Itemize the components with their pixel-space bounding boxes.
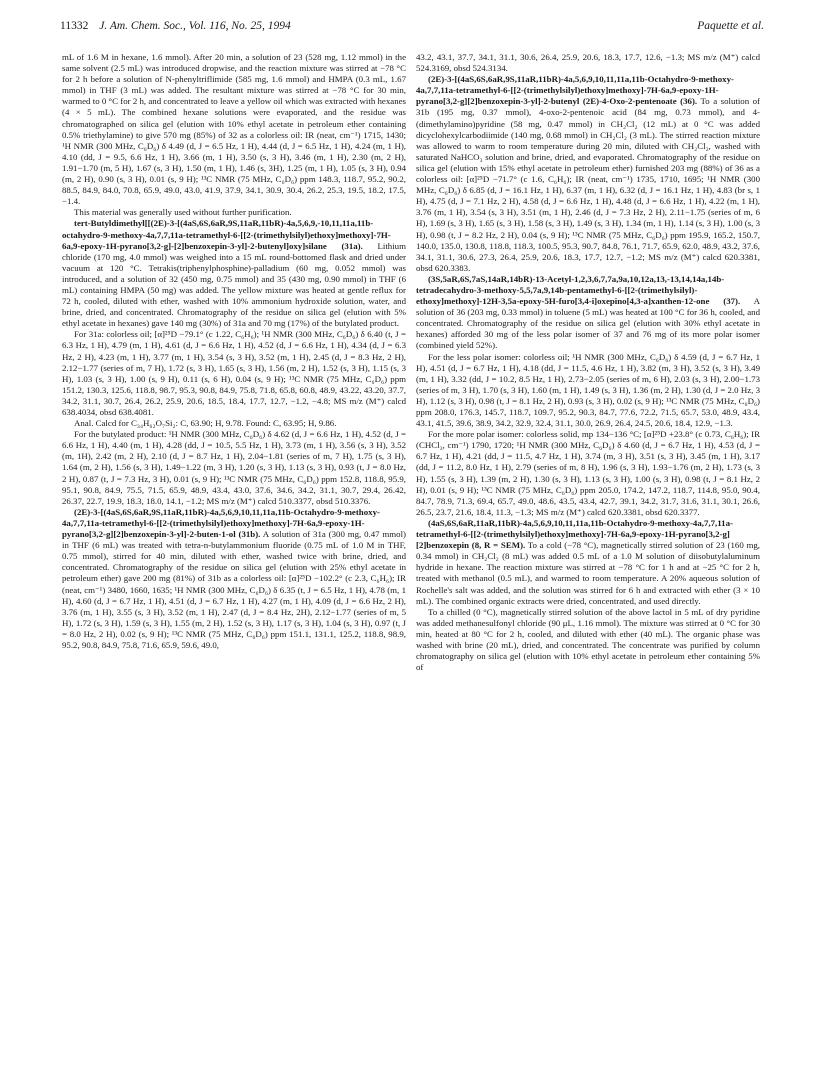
running-head-authors: Paquette et al. (697, 20, 764, 32)
compound-title: (3S,5aR,6S,7aS,14aR,14bR)-13-Acetyl-1,2,3,6,7,7a,9a,10,12a,13,-13,14,14a,14b-tetradecahydro-3-methoxy-5,5,7a,9,14b-pentamethyl-6-[[2-(trimethylsilyl)-ethoxy]methoxy]-12H-3,5a-epoxy-5H-furo[3,4-i]oxepino[4,3-a]xanthen-12-one (37). (416, 273, 741, 307)
paragraph: mL of 1.6 M in hexane, 1.6 mmol). After 20 min, a solution of 23 (528 mg, 1.12 mmol) in the same solvent (2.5 mL) was introduced dropwise, and the reaction mixture was stirred at −78 °C for 2 h before a solution of N-phenyltriflimide (585 mg, 1.6 mmol) and HMPA (0.3 mL, 1.67 mmol) in THF (3 mL) was added. The resultant mixture was stirred at −78 °C for 30 min, warmed to 0 °C for 2 h, and concentrated to leave a yellow oil which was extracted with hexanes (4 × 5 mL). The combined hexane solutions were evaporated, and the residue was chromatographed on silica gel (elution with 10% ethyl acetate in petroleum ether containing 0.5% triethylamine) to give 570 mg (85%) of 32 as a colorless oil: IR (neat, cm⁻¹) 1715, 1430; ¹H NMR (300 MHz, C₆D₆) δ 4.49 (d, J = 6.5 Hz, 1 H), 4.44 (d, J = 6.5 Hz, 1 H), 4.24 (m, 1 H), 4.10 (dd, J = 9.5, 6.6 Hz, 1 H), 3.66 (m, 1 H), 3.50 (s, 3 H), 3.46 (m, 1 H), 2.30 (m, 2 H), 1.91−1.70 (m, 5 H), 1.67 (s, 3 H), 1.50 (m, 1 H), 1.46 (s, 3H), 1.25 (m, 1 H), 1.05 (s, 3 H), 0.94 (m, 2 H), 0.90 (s, 3 H), 0.01 (s, 9 H); ¹³C NMR (75 MHz, C₆D₆) ppm 148.3, 118.7, 95.2, 90.2, 88.5, 84.9, 84.0, 70.8, 65.9, 49.0, 43.0, 41.9, 37.9, 34.1, 30.9, 30.4, 26.2, 25.3, 19.5, 18.2, 17.5, −1.4. (62, 52, 406, 207)
compound-paragraph (416, 74, 760, 274)
paragraph: Anal. Calcd for C₃₄H₆₂O₇Si₂: C, 63.90; H, 9.78. Found: C, 63.95; H, 9.86. (74, 418, 337, 429)
paragraph: For 31a: colorless oil; [α]²⁵D −79.1° (c 1.22, C₆H₆); ¹H NMR (300 MHz, C₆D₆) δ 6.40 (t, J = 6.3 Hz, 1 H), 4.79 (m, 1 H), 4.61 (d, J = 6.6 Hz, 1 H), 4.52 (d, J = 6.6 Hz, 1 H), 4.34 (d, J = 6.3 Hz, 2 H), 4.23 (m, 1 H), 3.77 (m, 1 H), 3.54 (s, 3 H), 3.52 (m, 1 H), 2.45 (d, J = 8.3 Hz, 2 H), 2.12−1.77 (series of m, 7 H), 1.72 (s, 3 H), 1.65 (s, 3 H), 1.56 (m, 2 H), 1.52 (s, 3 H), 1.15 (s, 3 H), 1.03 (s, 3 H), 1.00 (s, 9 H), 0.11 (s, 6 H), 0.04 (s, 9 H); ¹³C NMR (75 MHz, C₆D₆) ppm 151.2, 130.3, 125.6, 118.8, 98.7, 95.3, 90.8, 84.9, 75.8, 71.8, 65.8, 60.8, 48.9, 43.22, 43.20, 37.7, 34.2, 31.1, 30.7, 26.4, 26.2, 25.9, 20.6, 18.5, 18.4, 17.7, 12.7, −1.2, −4.8; MS m/z (M⁺) calcd 638.4034, obsd 638.4081. (62, 329, 406, 417)
paragraph: For the more polar isomer: colorless solid, mp 134−136 °C; [α]²⁵D +23.8° (c 0.73, C₆H₆); IR (CHCl₃, cm⁻¹) 1790, 1720; ¹H NMR (300 MHz, C₆D₆) δ 4.60 (d, J = 6.7 Hz, 1 H), 4.53 (d, J = 6.7 Hz, 1 H), 4.21 (dd, J = 11.5, 4.7 Hz, 1 H), 3.74 (m, 3 H), 3.51 (s, 3 H), 3.45 (m, 1 H), 3.17 (dd, J = 11.2, 8.0 Hz, 1 H), 2.79 (series of m, 8 H), 1.96 (s, 3 H), 1.93−1.76 (m, 2 H), 1.73 (s, 3 H), 1.55 (s, 3 H), 1.39 (m, 2 H), 1.30 (s, 3 H), 1.13 (s, 3 H), 1.00 (s, 3 H), 0.98 (t, J = 8.1 Hz, 2 H), 0.01 (s, 9 H); ¹³C NMR (75 MHz, C₆D₆) ppm 205.0, 174.2, 147.2, 118.7, 114.8, 95.0, 90.4, 84.7, 78.9, 71.3, 69.4, 65.7, 49.0, 48.6, 43.5, 43.4, 42.7, 39.1, 34.2, 31.7, 31.6, 31.1, 30.1, 26.6, 26.5, 23.7, 21.6, 18.4, 11.3, −1.3; MS m/z (M⁺) calcd 620.3381, obsd 620.3377. (416, 429, 760, 517)
journal-citation: J. Am. Chem. Soc., Vol. 116, No. 25, 1994 (99, 20, 291, 32)
paragraph-body: To a cold (−78 °C), magnetically stirred solution of 23 (160 mg, 0.34 mmol) in CH₂Cl₂ (8 mL) was added 0.5 mL of a 1.0 M solution of diisobutylaluminum hydride in hexane. The reaction mixture was stirred at −78 °C for 1 h and at −25 °C for 2 h, treated with methanol (0.5 mL), and warmed to room temperature. A 20% aqueous solution of Rochelle's salt was added, and the solution was stirred for 6 h and extracted with ether (3 × 10 mL). The combined organic extracts were dried, concentrated, and used directly. (416, 540, 760, 606)
compound-title: (2E)-3-[(4aS,6S,6aR,9S,11aR,11bR)-4a,5,6,9,10,11,11a,11b-Octahydro-9-methoxy-4a,7,7,11a-tetramethyl-6-[[2-(trimethylsilyl)ethoxy]methoxy]-7H-6a,9-epoxy-1H-pyrano[3,2-g][2]benzoxepin-3-yl]-2-buten-1-ol (31b). (62, 506, 380, 540)
compound-paragraph (62, 507, 406, 651)
paragraph-body: To a solution of 31b (195 mg, 0.37 mmol), 4-oxo-2-pentenoic acid (84 mg, 0.73 mmol), and 4-(dimethylamino)pyridine (58 mg, 0.47 mmol) in CH₂Cl₂ (12 mL) at 0 °C was added dicyclohexylcarbodiimide (140 mg, 0.68 mmol) in CH₂Cl₂ (3 mL). The stirred reaction mixture was allowed to warm to room temperature during 20 min, diluted with CH₂Cl₂, washed with saturated NaHCO₃ solution and brine, dried, and evaporated. Chromatography of the residue on silica gel (elution with 15% ethyl acetate in petroleum ether) furnished 203 mg (88%) of 36 as a colorless oil: [α]²⁵D −71.7° (c 1.6, C₆H₆); IR (neat, cm⁻¹) 1735, 1710, 1695; ¹H NMR (300 MHz, C₆D₆) δ 6.85 (d, J = 16.1 Hz, 1 H), 6.37 (m, 1 H), 6.32 (d, J = 16.1 Hz, 1 H), 4.83 (br s, 1 H), 4.75 (d, J = 7.1 Hz, 2 H), 4.58 (d, J = 6.6 Hz, 1 H), 4.48 (d, J = 6.6 Hz, 1 H), 4.22 (m, 1 H), 3.76 (m, 1 H), 3.54 (s, 3 H), 3.51 (m, 1 H), 2.46 (d, J = 7.3 Hz, 2 H), 2.11−1.75 (series of m, 6 H), 1.69 (s, 3 H), 1.65 (s, 3 H), 1.58 (s, 3 H), 1.49 (s, 3 H), 1.34 (m, 1 H), 1.14 (s, 3 H), 1.00 (s, 3 H), 0.98 (t, J = 8.2 Hz, 2 H), 0.04 (s, 9 H); ¹³C NMR (75 MHz, C₆D₆) ppm 195.9, 165.2, 150.7, 140.0, 135.0, 130.8, 118.8, 118.3, 100.5, 95.3, 90.7, 84.8, 76.1, 71.7, 65.9, 62.0, 48.9, 43.2, 37.6, 34.1, 31.1, 30.6, 27.3, 26.4, 25.9, 20.6, 18.3, 17.7, 12.7, −1.2; MS m/z (M⁺) calcd 620.3381, obsd 620.3383. (416, 96, 761, 273)
compound-paragraph (416, 518, 760, 607)
right-column (416, 52, 760, 673)
compound-title: (2E)-3-[(4aS,6S,6aR,9S,11aR,11bR)-4a,5,6,9,10,11,11a,11b-Octahydro-9-methoxy-4a,7,7,11a-tetramethyl-6-[[2-(trimethylsilyl)ethoxy]methoxy]-7H-6a,9-epoxy-1H-pyrano[3,2-g][2]benzoxepin-3-yl]-2-butenyl (2E)-4-Oxo-2-pentenoate (36). (416, 74, 734, 107)
paragraph: This material was generally used without further purification. (74, 207, 292, 218)
paragraph: 43.2, 43.1, 37.7, 34.1, 31.1, 30.6, 26.4, 25.9, 20.6, 18.3, 17.7, 12.6, −1.3; MS m/z (M⁺) calcd 524.3169, obsd 524.3134. (416, 52, 760, 74)
compound-title: (4aS,6S,6aR,11aR,11bR)-4a,5,6,9,10,11,11a,11b-Octahydro-9-methoxy-4a,7,7,11a-tetramethyl-6-[[2-(trimethylsilyl)ethoxy]methoxy]-7H-6a,9-epoxy-1H-pyrano[3,2-g][2]benzoxepin (8, R = SEM). (416, 517, 733, 551)
paragraph: To a chilled (0 °C), magnetically stirred solution of the above lactol in 5 mL of dry pyridine was added methanesulfonyl chloride (90 μL, 1.16 mmol). The mixture was stirred at 0 °C for 30 min, heated at 80 °C for 2 h, cooled, and diluted with ether (40 mL). The organic phase was washed with brine (20 mL), dried, and concentrated. The concentrate was purified by column chromatography on silica gel (elution with 10% ethyl acetate in petroleum ether containing 5% of (416, 606, 760, 673)
paragraph: For the butylated product: ¹H NMR (300 MHz, C₆D₆) δ 4.62 (d, J = 6.6 Hz, 1 H), 4.52 (d, J = 6.6 Hz, 1 H), 4.40 (m, 1 H), 4.28 (dd, J = 10.5, 5.5 Hz, 1 H), 3.73 (m, 1 H), 3.56 (s, 3 H), 3.52 (m, 1H), 2.42 (m, 2 H), 2.10 (d, J = 8.7 Hz, 1 H), 2.04−1.81 (series of m, 7 H), 1.75 (s, 3 H), 1.64 (m, 2 H), 1.56 (s, 3 H), 1.49−1.22 (m, 3 H), 1.20 (s, 3 H), 1.13 (s, 3 H), 0.93 (t, J = 8.0 Hz, 2 H), 0.87 (t, J = 7.3 Hz, 3 H), 0.01 (s, 9 H); ¹³C NMR (75 MHz, C₆D₆) ppm 152.8, 118.8, 95.9, 95.1, 90.8, 84.9, 75.5, 71.5, 65.9, 48.9, 43.4, 43.0, 37.6, 34.6, 34.2, 31.1, 30.7, 29.4, 26.42, 26.37, 22.7, 19.9, 18.3, 18.0, 14.1, −1.2; MS m/z (M⁺) calcd 510.3377, obsd 510.3376. (62, 429, 406, 506)
compound-paragraph (416, 274, 760, 352)
paragraph: For the less polar isomer: colorless oil; ¹H NMR (300 MHz, C₆D₆) δ 4.59 (d, J = 6.7 Hz, 1 H), 4.51 (d, J = 6.7 Hz, 1 H), 4.18 (dd, J = 11.5, 4.6 Hz, 1 H), 3.82 (m, 3 H), 3.52 (s, 3 H), 3.49 (m, 1 H), 3.32 (dd, J = 10.2, 8.5 Hz, 1 H), 2.73−2.05 (series of m, 6 H), 2.03 (s, 3 H), 2.00−1.73 (series of m, 3 H), 1.70 (s, 3 H), 1.60 (m, 1 H), 1.49 (s, 3 H), 1.36 (m, 2 H), 1.30 (d, J = 2.0 Hz, 3 H), 1.12 (s, 3 H), 0.98 (t, J = 8.1 Hz, 2 H), 0.93 (s, 3 H), 0.02 (s, 9 H); ¹³C NMR (75 MHz, C₆D₆) ppm 208.0, 176.3, 145.7, 118.7, 109.7, 95.2, 90.3, 84.7, 77.6, 72.2, 71.5, 65.7, 53.0, 48.9, 43.4, 43.1, 41.5, 39.6, 38.9, 34.2, 32.9, 32.4, 31.1, 30.0, 26.9, 26.4, 24.5, 20.6, 18.4, 12.9, −1.3. (416, 351, 760, 429)
compound-paragraph (62, 218, 406, 329)
page-header (60, 20, 764, 36)
paragraph-body: A solution of 31a (300 mg, 0.47 mmol) in THF (6 mL) was treated with tetra-n-butylammonium fluoride (0.75 mL of 1.0 M in THF, 0.75 mmol), stirred for 40 min, diluted with ether, washed twice with brine, dried, and concentrated. Chromatography of the residue on silica gel (elution with 25% ethyl acetate in petroleum ether) gave 200 mg (81%) of 31b as a colorless oil: [α]²⁵D −102.2° (c 2.3, C₆H₆); IR (neat, cm⁻¹) 3480, 1660, 1635; ¹H NMR (300 MHz, C₆D₆) δ 6.35 (t, J = 6.5 Hz, 1 H), 4.78 (m, 1 H), 4.60 (d, J = 6.7 Hz, 1 H), 4.51 (d, J = 6.7 Hz, 1 H), 4.27 (m, 1 H), 4.09 (d, J = 6.6 Hz, 2 H), 3.76 (m, 1 H), 3.55 (s, 3 H), 3.52 (m, 1 H), 2.47 (d, J = 8.4 Hz, 2H), 2.12−1.77 (series of m, 5 H), 1.72 (s, 3 H), 1.59 (s, 3 H), 1.55 (m, 2 H), 1.52 (s, 3 H), 1.17 (s, 3 H), 1.04 (s, 3 H), 0.97 (t, J = 8.0 Hz, 2 H), 0.02 (s, 9 H); ¹³C NMR (75 MHz, C₆D₆) ppm 151.1, 131.1, 125.2, 118.8, 98.9, 95.2, 90.8, 84.9, 75.8, 71.6, 65.9, 59.6, 49.0, (62, 529, 407, 650)
paragraph-body: Lithium chloride (170 mg, 4.0 mmol) was weighed into a 15 mL round-bottomed flask and dried under vacuum at 120 °C. Tetrakis(triphenylphosphine)-palladium (60 mg, 0.052 mmol) was introduced, and a solution of 32 (450 mg, 0.75 mmol) and 35 (430 mg, 0.90 mmol) in THF (6 mL) containing HMPA (50 mg) was added. The yellow mixture was heated at gentle reflux for 72 h, cooled, diluted with ether, washed with 10% ammonium hydroxide solution, water, and brine, dried, and concentrated. Chromatography of the residue on silica gel (elution with 5% ethyl acetate in hexanes) gave 140 mg (30%) of 31a and 70 mg (17%) of the butylated product. (62, 240, 406, 329)
left-column (62, 52, 406, 651)
compound-title: tert-Butyldimethyl[[(2E)-3-[(4aS,6S,6aR,9S,11aR,11bR)-4a,5,6,9,-10,11,11a,11b-octahydro-9-methoxy-4a,7,7,11a-tetramethyl-6-[[2-(trimethylsilyl)ethoxy]methoxy]-7H-6a,9-epoxy-1H-pyrano[3,2-g]-[2]benzoxepin-3-yl]-2-butenyl]oxy]silane (31a). (62, 218, 391, 251)
header-left (60, 20, 291, 32)
paragraph-body: A solution of 36 (203 mg, 0.33 mmol) in toluene (5 mL) was heated at 100 °C for 36 h, cooled, and concentrated. Chromatography of the residue on silica gel (elution with 30% ethyl acetate in hexanes) afforded 30 mg of the less polar isomer of 37 and 76 mg of its more polar isomer (combined yield 52%). (416, 296, 760, 351)
page-number: 11332 (60, 20, 89, 32)
